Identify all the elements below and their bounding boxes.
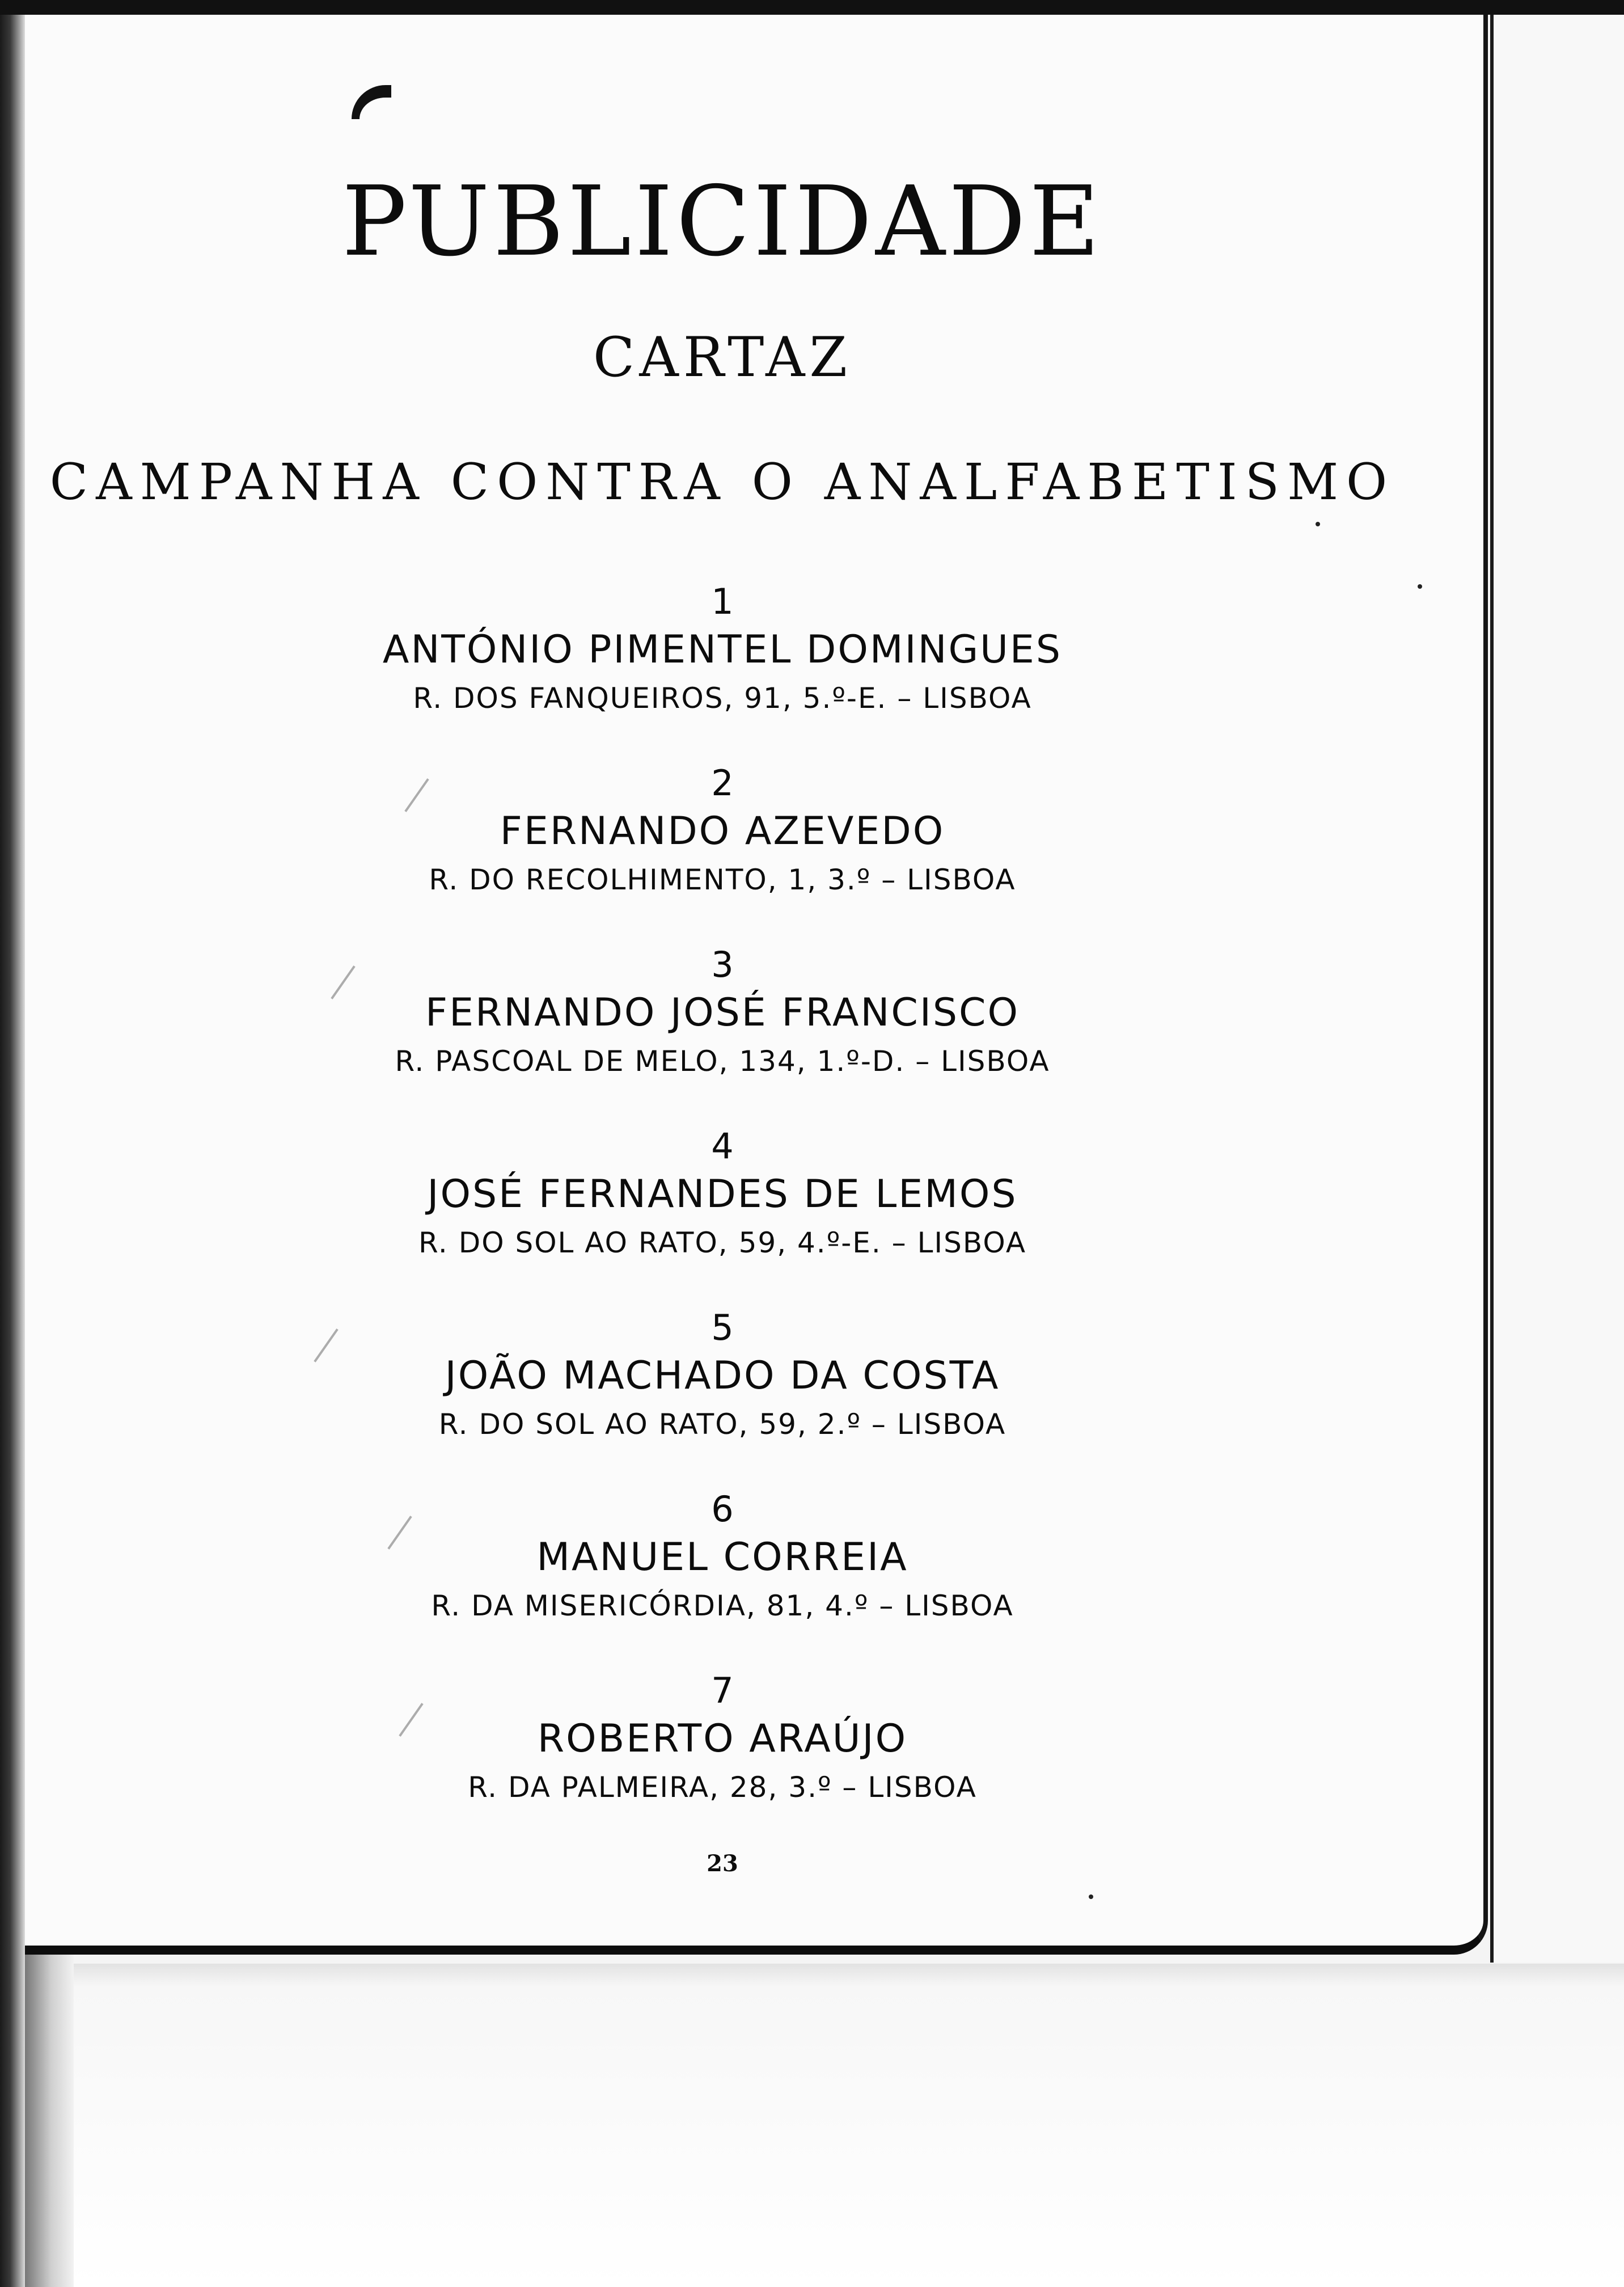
entry-number: 6 (711, 1488, 734, 1530)
entry-number: 7 (711, 1670, 734, 1711)
entry-address: R. DO RECOLHIMENTO, 1, 3.º – LISBOA (429, 863, 1016, 896)
entry-name: FERNANDO AZEVEDO (500, 809, 945, 854)
entry-address: R. PASCOAL DE MELO, 134, 1.º-D. – LISBOA (395, 1045, 1050, 1078)
campaign-heading: CAMPANHA CONTRA O ANALFABETISMO (49, 453, 1395, 511)
entry-address: R. DO SOL AO RATO, 59, 4.º-E. – LISBOA (418, 1226, 1027, 1259)
speck (1316, 522, 1320, 526)
entry-name: ANTÓNIO PIMENTEL DOMINGUES (382, 627, 1063, 672)
entry-name: JOSÉ FERNANDES DE LEMOS (427, 1172, 1018, 1217)
page-number: 23 (707, 1850, 738, 1877)
underlying-page (25, 1964, 1624, 2287)
entry-address: R. DOS FANQUEIROS, 91, 5.º-E. – LISBOA (413, 682, 1032, 715)
top-edge (0, 0, 1624, 15)
list-item (25, 1305, 1420, 1487)
entry-number: 4 (711, 1125, 734, 1167)
entry-name: ROBERTO ARAÚJO (537, 1716, 908, 1761)
entry-name: MANUEL CORREIA (536, 1535, 908, 1580)
right-margin (1490, 0, 1624, 1963)
entry-address: R. DA MISERICÓRDIA, 81, 4.º – LISBOA (431, 1589, 1014, 1622)
page-title: PUBLICIDADE (341, 166, 1103, 278)
entry-address: R. DA PALMEIRA, 28, 3.º – LISBOA (468, 1771, 977, 1804)
list-item (25, 942, 1420, 1124)
page-subtitle: CARTAZ (593, 326, 852, 389)
entry-number: 5 (711, 1307, 734, 1348)
entry-name: FERNANDO JOSÉ FRANCISCO (425, 990, 1020, 1035)
list-item (25, 761, 1420, 942)
entry-number: 2 (711, 762, 734, 804)
binding-edge (0, 0, 25, 2287)
entry-name: JOÃO MACHADO DA COSTA (445, 1353, 1000, 1398)
list-item (25, 1124, 1420, 1305)
speck (1089, 1894, 1093, 1899)
list-item (25, 579, 1420, 761)
entry-address: R. DO SOL AO RATO, 59, 2.º – LISBOA (438, 1408, 1006, 1441)
list-item (25, 1487, 1420, 1668)
entry-number: 3 (711, 944, 734, 985)
list-item (25, 1668, 1420, 1850)
entry-number: 1 (711, 581, 734, 622)
entry-list (25, 579, 1420, 1850)
